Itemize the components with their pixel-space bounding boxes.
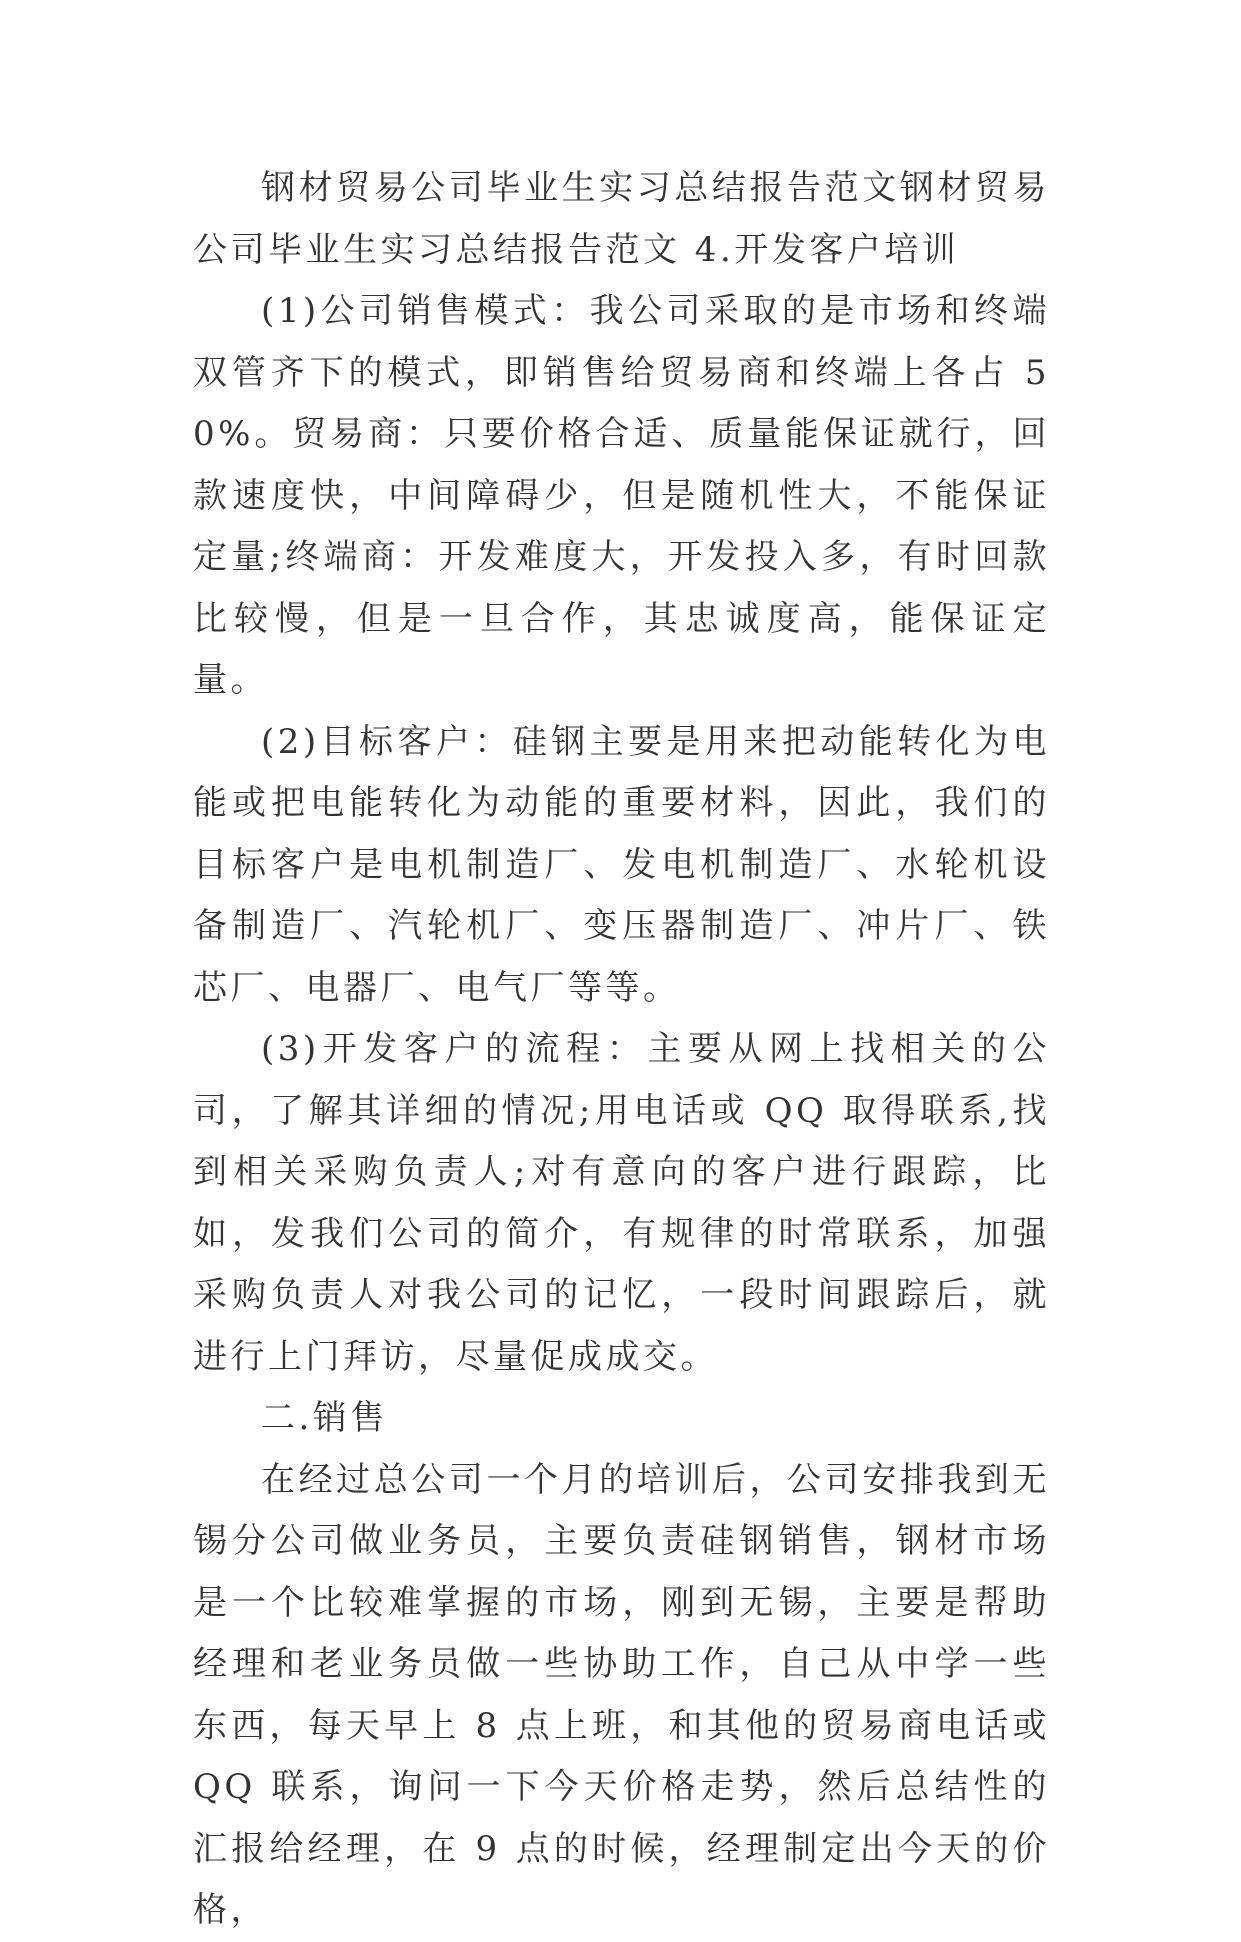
section-heading-sales: 二.销售 xyxy=(261,1398,388,1438)
document-body xyxy=(193,158,1050,1942)
paragraph-target-customers: (2)目标客户：硅钢主要是用来把动能转化为电能或把电能转化为动能的重要材料，因此，我们的目标客户是电机制造厂、发电机制造厂、水轮机设备制造厂、汽轮机厂、变压器制造厂、冲片厂、铁芯厂、电器厂、电气厂等等。 xyxy=(193,721,1050,1008)
paragraph-sales: 在经过总公司一个月的培训后，公司安排我到无锡分公司做业务员，主要负责硅钢销售，钢材市场是一个比较难掌握的市场，刚到无锡，主要是帮助经理和老业务员做一些协助工作，自己从中学一些东西，每天早上 8 点上班，和其他的贸易商电话或 QQ 联系，询问一下今天价格走势，然后总结性的汇报给经理，在 9 点的时候，经理制定出今天的价格， xyxy=(193,1459,1050,1930)
paragraph-customer-process: (3)开发客户的流程：主要从网上找相关的公司，了解其详细的情况;用电话或 QQ 取得联系,找到相关采购负责人;对有意向的客户进行跟踪，比如，发我们公司的简介，有规律的时常联系，加强采购负责人对我公司的记忆，一段时间跟踪后，就进行上门拜访，尽量促成成交。 xyxy=(193,1029,1050,1377)
paragraph-sales-model: (1)公司销售模式：我公司采取的是市场和终端双管齐下的模式，即销售给贸易商和终端上各占 50%。贸易商：只要价格合适、质量能保证就行，回款速度快，中间障碍少，但是随机性大，不能保证定量;终端商：开发难度大，开发投入多，有时回款比较慢，但是一旦合作，其忠诚度高，能保证定量。 xyxy=(193,291,1050,700)
paragraph-title: 钢材贸易公司毕业生实习总结报告范文钢材贸易公司毕业生实习总结报告范文 4.开发客户培训 xyxy=(193,168,1050,270)
